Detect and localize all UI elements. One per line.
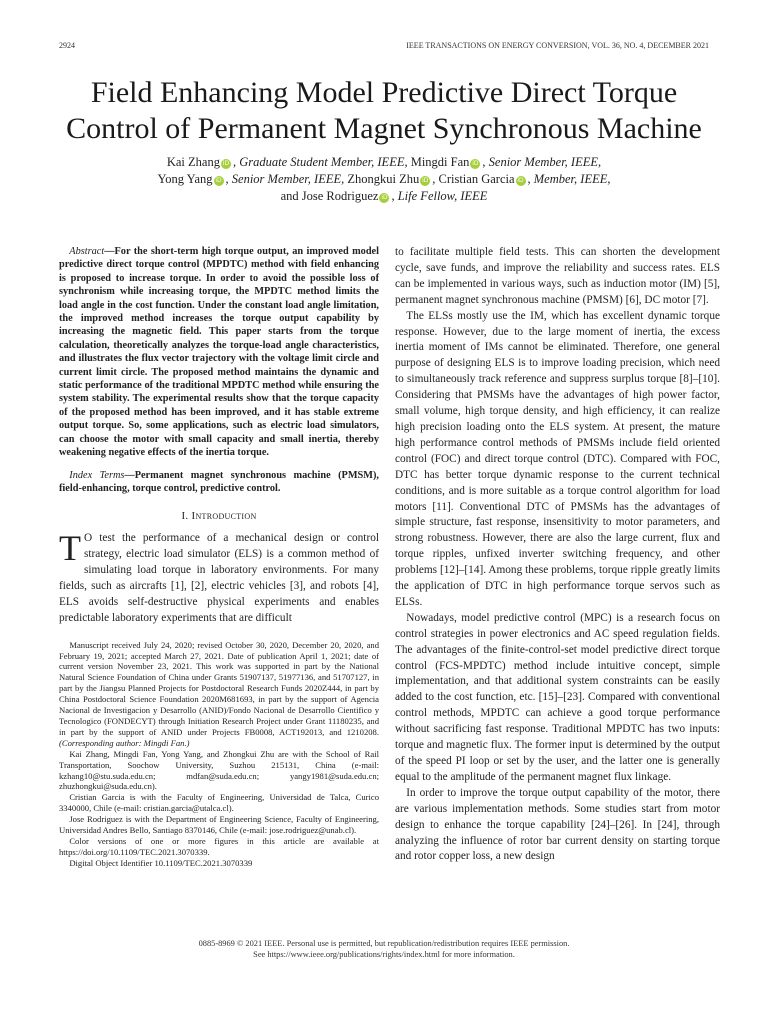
footnote-funding: Manuscript received July 24, 2020; revised October 30, 2020, December 20, 2020, and February 19, 2021; accepted March 27, 2021. Date of publication April 1, 2021; date of current version November 23, 2021. This work was supported in part by the National Natural Science Foundation of China under Grants 51907137, 51977136, and 51707127, in part by the Jiangsu Planned Projects for Postdoctoral Research Funds 2020Z444, in part by China Postdoctoral Science Foundation 2020M681693, in part by the support of Agencia Nacional de Investigacion y Desarrollo (ANID)/Fondo Nacional de Desarrollo Cientifico y Tecnologico (FONDECYT) through Initiation Research Project under Grant 11180235, and in part by the support of ANID under Projects FB0008, ACT192013, and 1210208. (59, 639, 379, 737)
author-name: Mingdi Fan (410, 155, 470, 169)
body-paragraph: The ELSs mostly use the IM, which has excellent dynamic torque response. However, due to the large moment of inertia, the excess inertia moment of IMs cannot be eliminated. Therefore, one general purpose of designing ELS is to improve loading precision, which need to simultaneously track reference and suppress surplus torque [8]–[10]. Considering that PMSMs have the advantages of high power factor, small volume, high torque density, and high efficiency, it can realize high precision loading onto the ELS system. At present, the mature high performance control methods of PMSMs include field oriented control (FOC) and direct torque control (DTC). Compared with FOC, DTC has better torque dynamic response to the current technical conditions, and is more suitable as a torque control algorithm for load motors [11]. Conventional DTC of PMSMs has the advantages of simple structure, fast response, insensitivity to motor parameters, and strong robustness. However, there are also the large current, flux and torque ripples, unfixed inverter switching frequency, and other problems [12]–[14]. Among these problems, torque ripple greatly limits the application of DTC in high performance torque servos such as ELSs. (395, 309, 720, 608)
intro-paragraph (59, 528, 379, 626)
title-line-2: Control of Permanent Magnet Synchronous Machine (66, 112, 702, 145)
author-name: Cristian Garcia (438, 172, 515, 186)
right-column (395, 245, 720, 865)
body-paragraph: Nowadays, model predictive control (MPC) is a research focus on control strategies in power electronics and AC speed regulation fields. The advantages of the finite-control-set model predictive direct torque control (FCS-MPDTC) method include intuitive concept, simple implementation, and that additional system constraints can be easily added to the cost function, etc. [15]–[23]. Compared with conventional control methods, MPDTC can achieve a good torque performance without sacrificing fast response. Traditional MPDTC has two inputs: torque and magnetic flux. The former input is determined by the output of the speed PI loop or set by the user, and the latter one is generally equal to the amplitude of the permanent magnet flux linkage. (395, 611, 720, 783)
orcid-icon[interactable]: iD (381, 194, 388, 201)
copyright-line: 0885-8969 © 2021 IEEE. Personal use is permitted, but republication/redistribution requires IEEE permission. (198, 939, 570, 948)
orcid-icon[interactable]: iD (472, 160, 479, 167)
journal-header: IEEE TRANSACTIONS ON ENERGY CONVERSION, VOL. 36, NO. 4, DECEMBER 2021 (406, 41, 709, 50)
body-paragraph: to facilitate multiple field tests. This can shorten the development cycle, save funds, and improve the reliability and success rates. ELS can be implemented in various ways, such as induction motor (IM) [5], permanent magnet synchronous machine (PMSM) [6], DC motor [7]. (395, 246, 720, 306)
author-conjunction: and (280, 189, 299, 203)
section-title: Introduction (191, 510, 257, 523)
section-number: I. (181, 510, 189, 523)
abstract-text: —For the short-term high torque output, an improved model predictive direct torque control (MPDTC) method with field enhancing is proposed to increase torque. In order to avoid the possible loss of synchronism while increasing torque, the MPDTC method limits the load angle in the cost function. Under the constant load angle limitation, the improved method increases the torque output capability by increasing the magnetic field. This paper starts from the torque calculation, theoretically analyzes the torque-load angle characteristics, and illustrates the flux vector trajectory with the voltage limit circle and current limit circle. The proposed method maintains the dynamic and static performance of the traditional MPDTC method while ensuring the system stability. The experimental results show that the torque capacity of the proposed method has been improved, and it has stable extreme output torque. So, some applications, such as electric load simulators, can choose the motor with small capacity and small inertia, thereby weakening negative effects of the inertia torque. (59, 246, 379, 459)
footnote-affiliation-1: Kai Zhang, Mingdi Fan, Yong Yang, and Zhongkui Zhu are with the School of Rail Transportation, Soochow University, Suzhou 215131, China (e-mail: kzhang10@stu.suda.edu.cn; mdfan@suda.edu.cn; yangy1981@suda.edu.cn; zhuzhongkui@suda.edu.cn). (59, 748, 379, 792)
author-role: Life Fellow, IEEE (397, 189, 488, 203)
abstract-label: Abstract (69, 246, 105, 257)
body-paragraph: In order to improve the torque output capability of the motor, there are various implementation methods. Some studies start from motor design to enhance the torque capability [24]–[26]. In [24], through analyzing the influence of rotor bar current density on starting torque and rotor copper loss, a new design (395, 786, 720, 863)
orcid-icon[interactable]: iD (422, 177, 429, 184)
title-line-1: Field Enhancing Model Predictive Direct Torque (90, 76, 678, 109)
copyright-footer (0, 938, 768, 960)
author-name: Yong Yang (157, 172, 213, 186)
page-number: 2924 (59, 41, 75, 50)
orcid-icon[interactable]: iD (215, 177, 222, 184)
footnotes (59, 640, 379, 869)
footnote-corresponding: (Corresponding author: Mingdi Fan.) (59, 737, 190, 748)
drop-cap: T (59, 528, 81, 569)
section-heading (59, 509, 379, 525)
footnote-doi: Digital Object Identifier 10.1109/TEC.2021.3070339 (69, 857, 253, 868)
author-role: Senior Member, IEEE, (231, 172, 345, 186)
index-terms-label: Index Terms (69, 469, 125, 481)
author-role: Member, IEEE, (533, 172, 611, 186)
author-list: Kai Zhang iD , Graduate Student Member, IEEE, Mingdi Fan iD , Senior Member, IEEE, Yong Yang iD , Senior Member, IEEE, Zhongkui Zhu iD , Cristian Garcia iD , Member, IEEE, and Jose Rodriguez iD , Life Fellow, IEEE (157, 155, 611, 203)
author-name: Jose Rodriguez (301, 189, 379, 203)
author-role: Graduate Student Member, IEEE, (239, 155, 408, 169)
paper-title (0, 75, 768, 147)
author-name: Zhongkui Zhu (347, 172, 420, 186)
footnote-color: Color versions of one or more figures in this article are available at https://doi.org/10.1109/TEC.2021.3070339. (59, 835, 379, 857)
index-terms (59, 469, 379, 496)
left-column (59, 245, 379, 869)
author-name: Kai Zhang (166, 155, 220, 169)
footnote-affiliation-3: Jose Rodriguez is with the Department of Engineering Science, Faculty of Engineering, Universidad Andres Bello, Santiago 8370146, Chile (e-mail: jose.rodriguez@unab.cl). (59, 814, 379, 836)
index-terms-text: —Permanent magnet synchronous machine (PMSM), field-enhancing, torque control, predictive control. (59, 469, 379, 494)
orcid-icon[interactable]: iD (517, 177, 524, 184)
footnote-affiliation-2: Cristian Garcia is with the Faculty of Engineering, Universidad de Talca, Curico 3340000, Chile (e-mail: cristian.garcia@utalca.cl). (59, 792, 379, 814)
author-role: Senior Member, IEEE, (488, 155, 602, 169)
abstract (59, 245, 379, 460)
rights-link-line: See https://www.ieee.org/publications/rights/index.html for more information. (253, 950, 515, 959)
orcid-icon[interactable]: iD (222, 160, 230, 167)
intro-text: O test the performance of a mechanical design or control strategy, electric load simulator (ELS) is a common method of simulating load torque in laboratory environments. For many fields, such as aircrafts [1], [2], electric vehicles [3], and robots [4], ELS avoids self-destructive physical experiments and enables predictable laboratory experiments that are difficult (59, 532, 379, 624)
